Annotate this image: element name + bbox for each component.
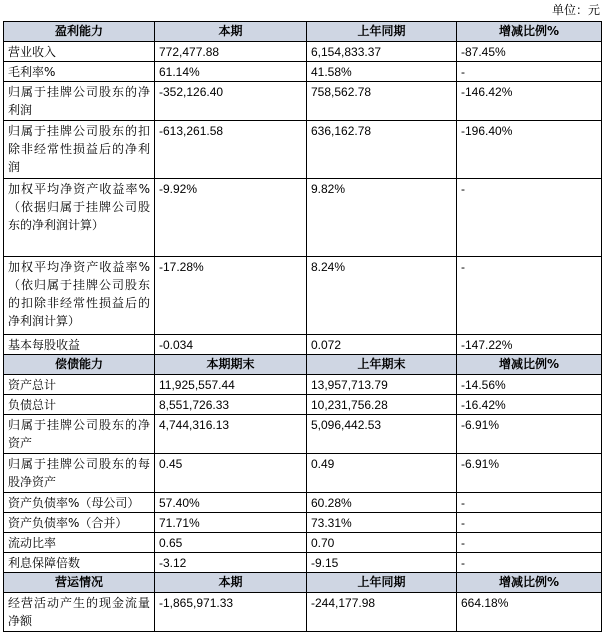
current-value: 8,551,726.33 xyxy=(155,395,307,415)
current-value: -352,126.40 xyxy=(155,82,307,121)
header-cell: 本期 xyxy=(155,22,307,42)
change-ratio: -6.91% xyxy=(457,415,602,454)
table-row xyxy=(4,454,602,493)
row-label: 资产总计 xyxy=(4,375,155,395)
table-row xyxy=(4,42,602,62)
table-row xyxy=(4,257,602,335)
change-ratio: - xyxy=(457,179,602,257)
current-value: 4,744,316.13 xyxy=(155,415,307,454)
current-value: -1,865,971.33 xyxy=(155,593,307,632)
row-label: 归属于挂牌公司股东的扣除非经常性损益后的净利润 xyxy=(4,121,155,179)
current-value: -3.12 xyxy=(155,553,307,573)
prior-value: 6,154,833.37 xyxy=(307,42,457,62)
header-cell: 增减比例% xyxy=(457,22,602,42)
section-header-operations xyxy=(4,573,602,593)
prior-value: 10,231,756.28 xyxy=(307,395,457,415)
prior-value: 0.072 xyxy=(307,335,457,355)
change-ratio: -14.56% xyxy=(457,375,602,395)
prior-value: 5,096,442.53 xyxy=(307,415,457,454)
current-value: 57.40% xyxy=(155,493,307,513)
change-ratio: -146.42% xyxy=(457,82,602,121)
prior-value: 8.24% xyxy=(307,257,457,335)
table-row xyxy=(4,179,602,257)
change-ratio: -147.22% xyxy=(457,335,602,355)
change-ratio: -87.45% xyxy=(457,42,602,62)
header-cell: 盈利能力 xyxy=(4,22,155,42)
table-row xyxy=(4,553,602,573)
current-value: 0.65 xyxy=(155,533,307,553)
table-row xyxy=(4,513,602,533)
row-label: 毛利率% xyxy=(4,62,155,82)
row-label: 负债总计 xyxy=(4,395,155,415)
header-cell: 营运情况 xyxy=(4,573,155,593)
current-value: -17.28% xyxy=(155,257,307,335)
current-value: 71.71% xyxy=(155,513,307,533)
change-ratio: - xyxy=(457,493,602,513)
row-label: 资产负债率%（母公司） xyxy=(4,493,155,513)
table-row xyxy=(4,415,602,454)
section-header-solvency xyxy=(4,355,602,375)
table-row xyxy=(4,533,602,553)
unit-label: 单位：元 xyxy=(551,3,600,17)
header-cell: 本期期末 xyxy=(155,355,307,375)
row-label: 归属于挂牌公司股东的净利润 xyxy=(4,82,155,121)
change-ratio: 664.18% xyxy=(457,593,602,632)
prior-value: 13,957,713.79 xyxy=(307,375,457,395)
current-value: 11,925,557.44 xyxy=(155,375,307,395)
table-row xyxy=(4,62,602,82)
prior-value: -9.15 xyxy=(307,553,457,573)
change-ratio: -16.42% xyxy=(457,395,602,415)
row-label: 加权平均净资产收益率%（依据归属于挂牌公司股东的净利润计算） xyxy=(4,179,155,257)
header-cell: 增减比例% xyxy=(457,355,602,375)
current-value: -9.92% xyxy=(155,179,307,257)
row-label: 经营活动产生的现金流量净额 xyxy=(4,593,155,632)
change-ratio: - xyxy=(457,553,602,573)
table-row xyxy=(4,493,602,513)
header-cell: 偿债能力 xyxy=(4,355,155,375)
change-ratio: - xyxy=(457,62,602,82)
change-ratio: - xyxy=(457,513,602,533)
prior-value: 60.28% xyxy=(307,493,457,513)
table-row xyxy=(4,82,602,121)
current-value: 772,477.88 xyxy=(155,42,307,62)
row-label: 基本每股收益 xyxy=(4,335,155,355)
header-cell: 上年同期 xyxy=(307,573,457,593)
table-row xyxy=(4,395,602,415)
change-ratio: -6.91% xyxy=(457,454,602,493)
current-value: -0.034 xyxy=(155,335,307,355)
section-header-profitability xyxy=(4,22,602,42)
change-ratio: - xyxy=(457,533,602,553)
change-ratio: -196.40% xyxy=(457,121,602,179)
row-label: 归属于挂牌公司股东的净资产 xyxy=(4,415,155,454)
prior-value: 0.70 xyxy=(307,533,457,553)
table-row xyxy=(4,593,602,632)
row-label: 资产负债率%（合并） xyxy=(4,513,155,533)
prior-value: 636,162.78 xyxy=(307,121,457,179)
change-ratio: - xyxy=(457,257,602,335)
prior-value: 0.49 xyxy=(307,454,457,493)
current-value: 0.45 xyxy=(155,454,307,493)
current-value: 61.14% xyxy=(155,62,307,82)
table-row xyxy=(4,335,602,355)
row-label: 利息保障倍数 xyxy=(4,553,155,573)
table-row xyxy=(4,375,602,395)
header-cell: 本期 xyxy=(155,573,307,593)
header-cell: 上年同期 xyxy=(307,22,457,42)
row-label: 归属于挂牌公司股东的每股净资产 xyxy=(4,454,155,493)
prior-value: 758,562.78 xyxy=(307,82,457,121)
row-label: 加权平均净资产收益率%（依归属于挂牌公司股东的扣除非经常性损益后的净利润计算） xyxy=(4,257,155,335)
prior-value: 9.82% xyxy=(307,179,457,257)
prior-value: 73.31% xyxy=(307,513,457,533)
current-value: -613,261.58 xyxy=(155,121,307,179)
header-cell: 上年期末 xyxy=(307,355,457,375)
prior-value: -244,177.98 xyxy=(307,593,457,632)
row-label: 营业收入 xyxy=(4,42,155,62)
row-label: 流动比率 xyxy=(4,533,155,553)
financial-indicators-table xyxy=(3,21,602,632)
header-cell: 增减比例% xyxy=(457,573,602,593)
prior-value: 41.58% xyxy=(307,62,457,82)
table-row xyxy=(4,121,602,179)
